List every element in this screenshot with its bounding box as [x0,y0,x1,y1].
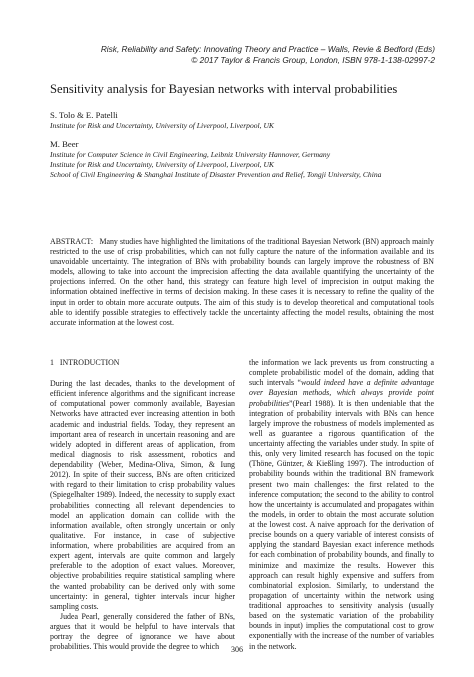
section-title: INTRODUCTION [59,358,120,367]
intro-paragraph-1: During the last decades, thanks to the development of efficient inference algorithms and the significant increase of computational power commonly available, Bayesian Networks have attracted ever increasing attention in both academic and industrial fields. Today, they represent an important area of research in uncertain reasoning and are widely adopted in different areas of application, from medical diagnosis to risk assessment, robotics and dependability (Weber, Medina-Oliva, Simon, & Iung 2012). In spite of their success, BNs are often criticized with regard to their limitation to crisp probability values (Spiegelhalter 1989). Indeed, the necessity to supply exact probabilities connecting all relevant dependencies to model an application domain can collide with the information available, often strongly uncertain or only qualitative. For instance, in case of subjective information, where probabilities are acquired from an expert agent, intervals are quite common and largely preferable to the adoption of exact values. Moreover, objective probabilities require statistical sampling where the wanted probability can be derived only with some uncertainty: in general, tighter intervals incur higher sampling costs. [50,379,235,611]
left-column [50,379,235,652]
affiliation: School of Civil Engineering & Shanghai Institute of Disaster Prevention and Relief, Tongji University, China [50,170,382,179]
paper-title: Sensitivity analysis for Bayesian networks with interval probabilities [50,82,398,96]
header-line-1: Risk, Reliability and Safety: Innovating Theory and Practice – Walls, Revie & Bedford (Eds) [100,44,435,54]
section-number: 1 [50,358,54,367]
abstract [50,237,434,328]
author-group-2 [50,139,450,180]
intro-paragraph-2: Judea Pearl, generally considered the father of BNs, argues that it would be helpful to have intervals that portray the degree of ignorance we have about probabilities. This would provide the degree to which [50,611,235,652]
abstract-text: Many studies have highlighted the limitations of the traditional Bayesian Network (BN) approach mainly restricted to the use of crisp probabilities, which can not fully capture the nature of the information available and its unavoidable uncertainty. The integration of BNs with probability bounds can largely improve the robustness of BN models, allowing to take into account the imprecision affecting the data available quantifying the uncertainty of the projections inferred. On the other hand, this strategy can feature high level of imprecision in output making the information obtained ineffective in terms of decision making. In these cases it is necessary to refine the quality of the input in order to obtain more accurate outputs. The aim of this study is to develop theoretical and computational tools able to identify possible strategies to effectively tackle the uncertainty affecting the model results, obtaining the most accurate information at the lowest cost. [50,237,434,327]
affiliation: Institute for Risk and Uncertainty, University of Liverpool, Liverpool, UK [50,160,274,169]
section-heading [50,358,120,368]
author-names: S. Tolo & E. Patelli [50,110,118,120]
paragraph-text: the information we lack prevents us from constructing a complete probabilistic model of the domain, adding that such intervals “ [249,358,434,388]
affiliation: Institute for Computer Science in Civil Engineering, Leibniz University Hannover, Germany [50,150,331,159]
author-block [50,110,450,180]
pearl-quote: would indeed have a definite advantage over Bayesian methods, which always provide point probabilities [249,378,434,408]
affiliation: Institute for Risk and Uncertainty, University of Liverpool, Liverpool, UK [50,121,274,130]
page-number: 306 [231,645,243,654]
author-names: M. Beer [50,139,79,149]
right-column [249,358,434,652]
abstract-label: ABSTRACT: [50,237,94,246]
header-line-2: © 2017 Taylor & Francis Group, London, ISBN 978-1-138-02997-2 [191,55,435,65]
running-header [90,44,435,66]
author-group-1 [50,110,450,131]
intro-paragraph-3 [249,358,434,652]
paragraph-text: ”(Pearl 1988). It is then undeniable that the integration of probability intervals with BNs can hence largely improve the robustness of models implemented as well as guarantee a rigorous quantification of the uncertainty affecting the variables under study. In spite of this, only very limited research has focused on the topic (Thöne, Güntzer, & Kießling 1997). The introduction of probability bounds within the traditional BN framework present two main challenges: the first related to the inference computation; the second to the ability to control how the uncertainty is accumulated and propagates within the models, in order to obtain the most accurate solution at the lowest cost. A naive approach for the derivation of precise bounds on a query variable of interest consists of applying the standard Bayesian exact inference methods for each combination of probability bounds, and finally to minimize and maximize the results. However this approach can result highly expensive and suffers from combinatorial explosion. Similarly, to understand the propagation of uncertainty within the network using traditional approaches to sensitivity analysis (usually based on the systematic variation of the probability bounds in input) implies the computational cost to grow exponentially with the increase of the number of variables in the network. [249,398,434,651]
